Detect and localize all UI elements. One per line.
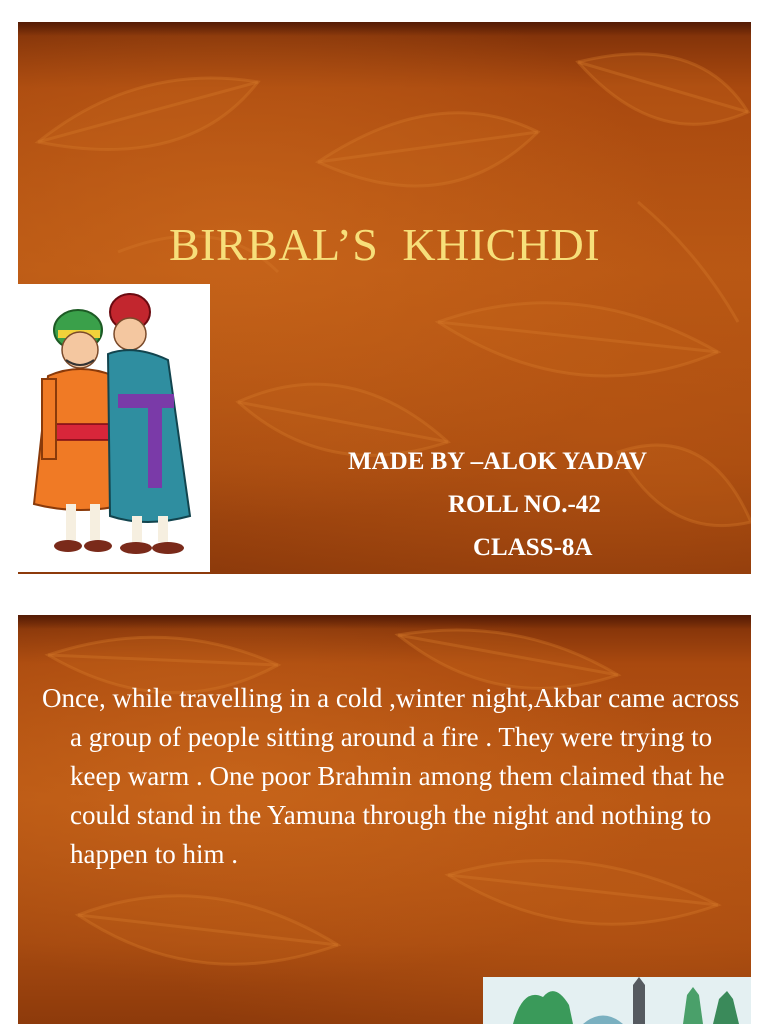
- akbar-birbal-image: [18, 284, 210, 572]
- scene-image: [483, 977, 751, 1024]
- class-line: CLASS-8A: [473, 534, 593, 561]
- slide-top-shadow: [18, 22, 751, 36]
- slide-title: BIRBAL’S KHICHDI: [168, 219, 601, 270]
- roll-number-line: ROLL NO.-42: [448, 491, 601, 518]
- akbar-birbal-illustration: [18, 284, 210, 572]
- made-by-line: MADE BY –ALOK YADAV: [348, 448, 647, 475]
- title-slide: [18, 22, 751, 574]
- slide-top-shadow: [18, 615, 751, 629]
- scene-illustration: [483, 977, 751, 1024]
- story-paragraph: Once, while travelling in a cold ,winter night,Akbar came across a group of people sitting around a fire . They were trying to keep warm . One poor Brahmin among them claimed that he could stand in the Yamuna through the night and nothing to happen to him .: [42, 683, 740, 869]
- credits-block: [348, 440, 746, 569]
- story-slide: [18, 615, 751, 1024]
